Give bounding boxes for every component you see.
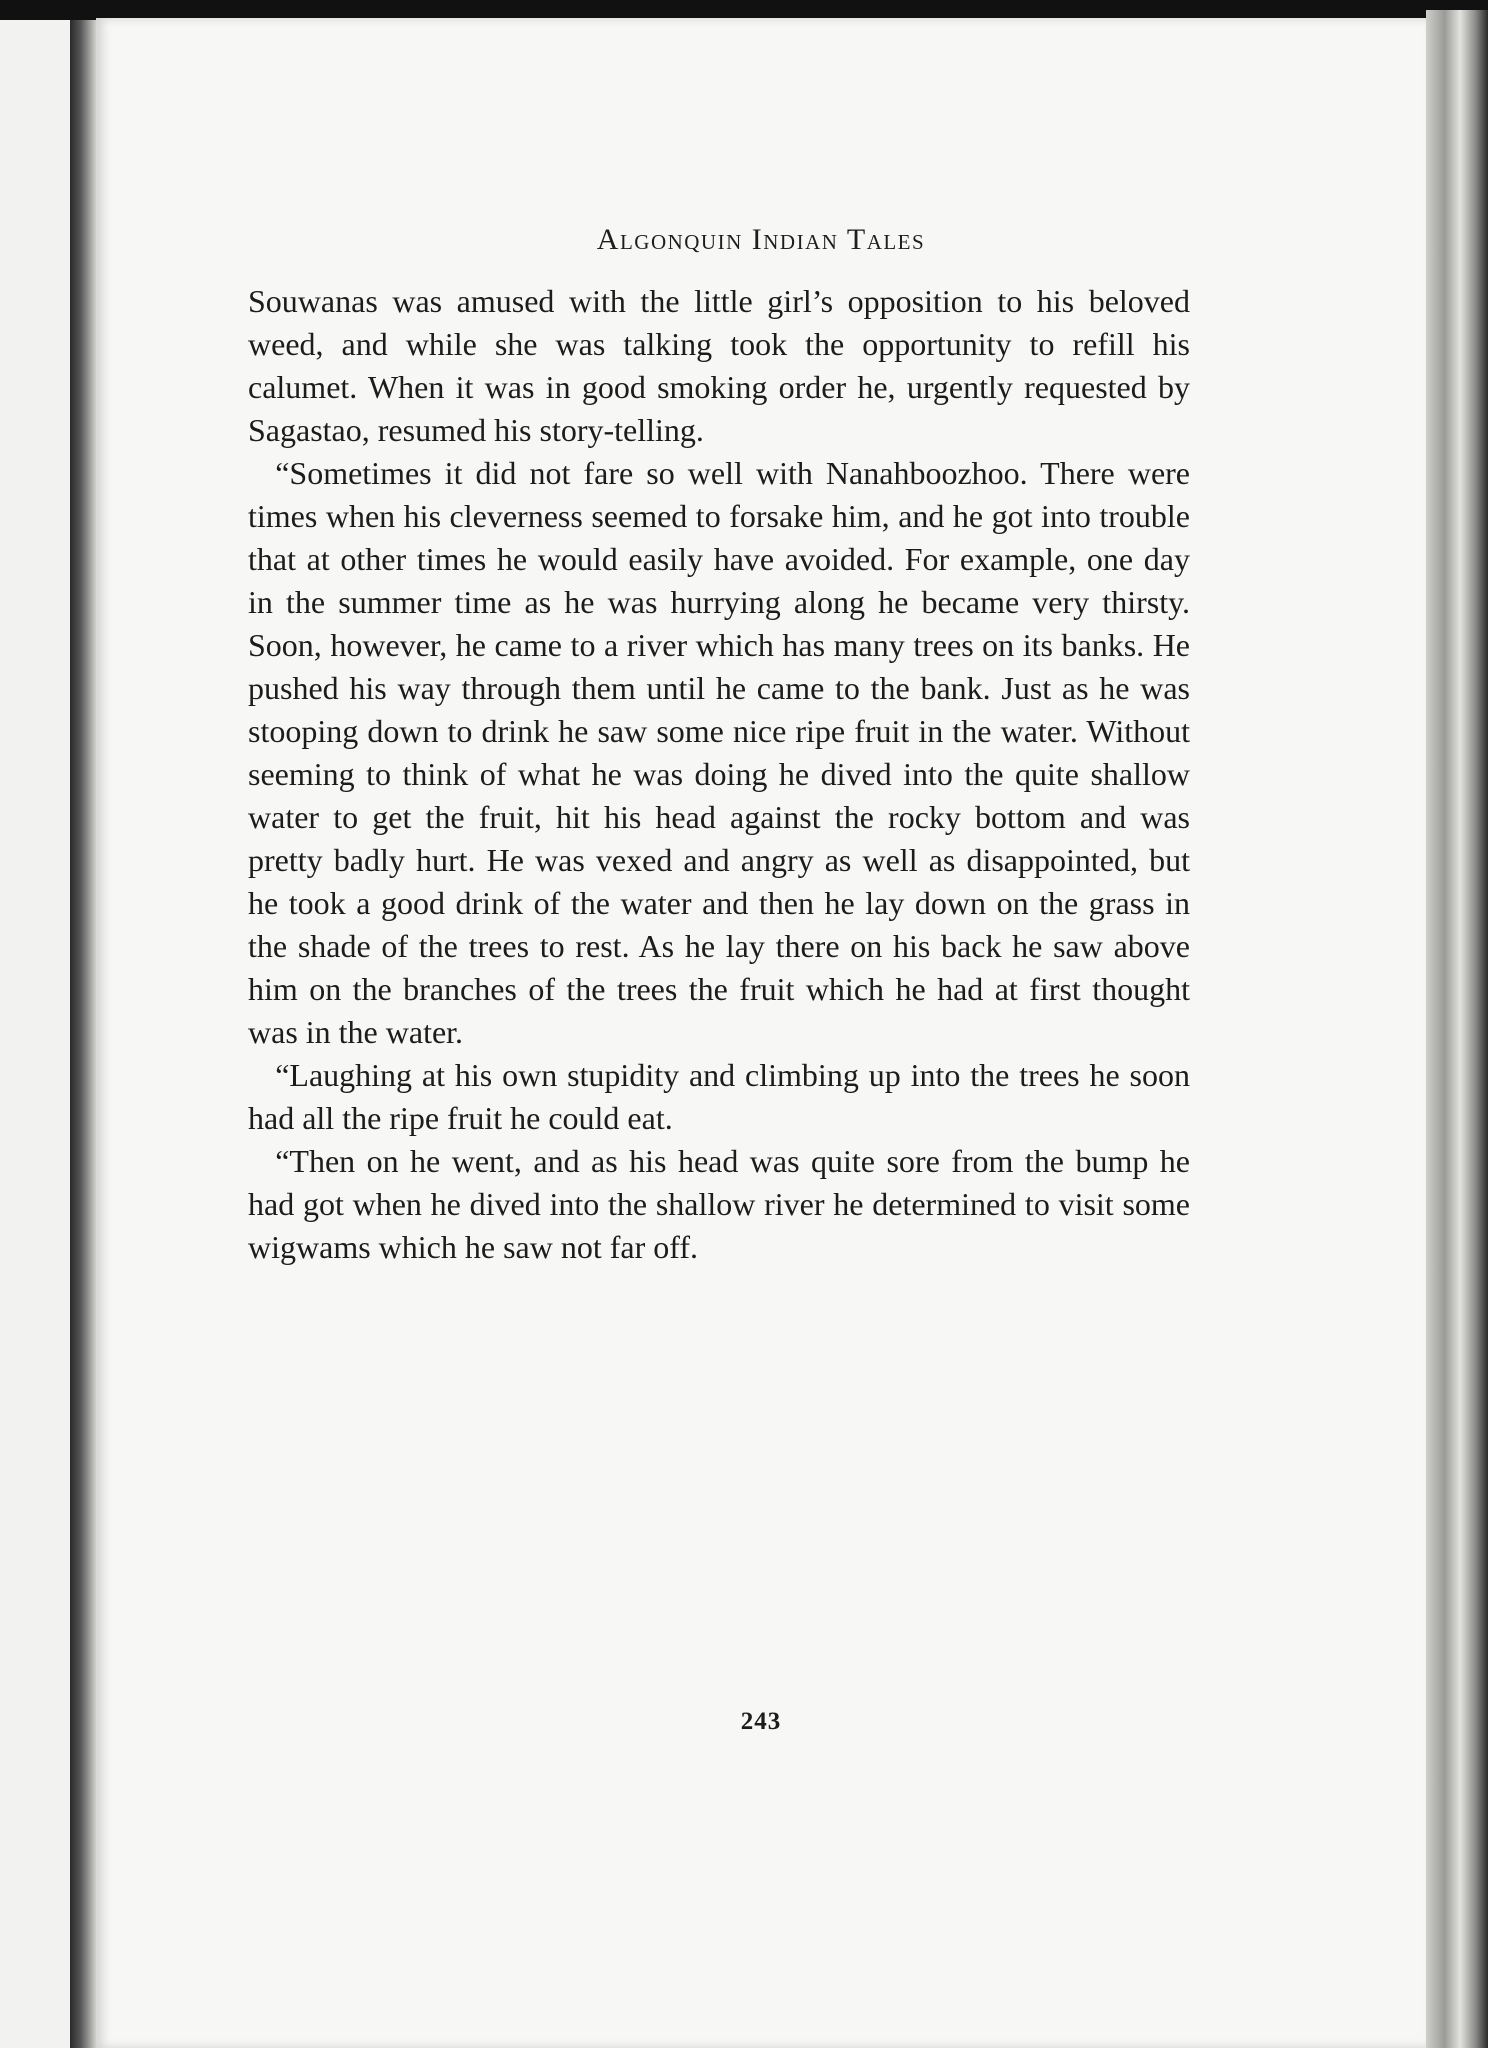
book-page: [96, 18, 1426, 2048]
page-stack-edge: [1426, 10, 1488, 2048]
paragraph: “Sometimes it did not fare so well with Nanahboozhoo. There were times when his cleverness seemed to forsake him, and he got into trouble that at other times he would easily have avoided. For example, one day in the summer time as he was hurrying along he became very thirsty. Soon, however, he came to a river which has many trees on its banks. He pushed his way through them until he came to the bank. Just as he was stooping down to drink he saw some nice ripe fruit in the water. Without seeming to think of what he was doing he dived into the quite shallow water to get the fruit, hit his head against the rocky bottom and was pretty badly hurt. He was vexed and angry as well as disappointed, but he took a good drink of the water and then he lay down on the grass in the shade of the trees to rest. As he lay there on his back he saw above him on the branches of the trees the fruit which he had at first thought was in the water.: [248, 455, 1190, 1050]
page-body: [248, 280, 1190, 1269]
paragraph: Souwanas was amused with the little girl’s opposition to his beloved weed, and while she was talking took the opportunity to refill his calumet. When it was in good smoking order he, urgently requested by Sagastao, resumed his story-telling.: [248, 283, 1190, 448]
running-head: Algonquin Indian Tales: [596, 223, 926, 256]
page-number: 243: [740, 1708, 782, 1735]
paragraph: “Then on he went, and as his head was quite sore from the bump he had got when he dived into the shallow river he determined to visit some wigwams which he saw not far off.: [248, 1143, 1190, 1265]
facing-page-edge: [0, 20, 70, 2048]
book-gutter: [70, 20, 96, 2048]
paragraph: “Laughing at his own stupidity and climbing up into the trees he soon had all the ripe fruit he could eat.: [248, 1057, 1190, 1136]
